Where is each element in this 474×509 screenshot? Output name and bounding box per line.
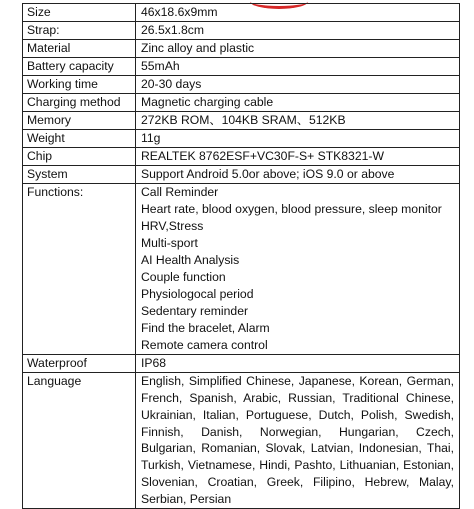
spec-key: System [23, 166, 136, 184]
spec-key: Size [23, 4, 136, 22]
spec-row-weight [23, 130, 460, 148]
function-item: AI Health Analysis [141, 253, 240, 267]
spec-row-system [23, 166, 460, 184]
spec-key: Charging method [23, 94, 136, 112]
spec-value: REALTEK 8762ESF+VC30F-S+ STK8321-W [136, 148, 460, 166]
function-item: Find the bracelet, Alarm [141, 321, 270, 335]
spec-row-chip [23, 148, 460, 166]
spec-row-waterproof [23, 355, 460, 373]
function-item: Physiologocal period [141, 287, 254, 301]
functions-list [136, 184, 460, 355]
function-item: HRV,Stress [141, 219, 204, 233]
spec-row-size [23, 4, 460, 22]
spec-key: Language [23, 373, 136, 509]
spec-row-working-time [23, 76, 460, 94]
language-list: English, Simplified Chinese, Japanese, Korean, German, French, Spanish, Arabic, Russian, Traditional Chinese, Ukrainian, Italian, Portuguese, Dutch, Polish, Swedish, Finnish, Danish, Norwegian, Hungarian, Czech, Bulgarian, Romanian, Slovak, Latvian, Indonesian, Thai, Turkish, Vietnamese, Hindi, Pashto, Lithuanian, Estonian, Slovenian, Croatian, Greek, Filipino, Hebrew, Malay, Serbian, Persian [141, 374, 454, 506]
spec-value: 11g [136, 130, 460, 148]
spec-key: Strap: [23, 22, 136, 40]
function-item: Call Reminder [141, 185, 219, 199]
spec-value: 55mAh [136, 58, 460, 76]
function-item: Multi-sport [141, 236, 198, 250]
spec-key: Weight [23, 130, 136, 148]
spec-row-battery-capacity [23, 58, 460, 76]
spec-row-strap [23, 22, 460, 40]
spec-key: Functions: [23, 184, 136, 355]
spec-table [22, 3, 460, 509]
spec-value: Support Android 5.0or above; iOS 9.0 or above [136, 166, 460, 184]
spec-value: IP68 [136, 355, 460, 373]
function-item: Heart rate, blood oxygen, blood pressure, sleep monitor [141, 202, 442, 216]
spec-row-material [23, 40, 460, 58]
spec-key: Memory [23, 112, 136, 130]
spec-value: 46x18.6x9mm [136, 4, 460, 22]
spec-value: Magnetic charging cable [136, 94, 460, 112]
spec-value: 26.5x1.8cm [136, 22, 460, 40]
spec-key: Chip [23, 148, 136, 166]
spec-row-charging-method [23, 94, 460, 112]
spec-row-memory [23, 112, 460, 130]
function-item: Remote camera control [141, 338, 268, 352]
spec-key: Material [23, 40, 136, 58]
spec-row-functions [23, 184, 460, 355]
spec-key: Battery capacity [23, 58, 136, 76]
spec-value: 272KB ROM、104KB SRAM、512KB [136, 112, 460, 130]
function-item: Couple function [141, 270, 226, 284]
function-item: Sedentary reminder [141, 304, 249, 318]
spec-key: Waterproof [23, 355, 136, 373]
spec-key: Working time [23, 76, 136, 94]
spec-value: Zinc alloy and plastic [136, 40, 460, 58]
spec-row-language [23, 373, 460, 509]
language-cell [136, 373, 460, 509]
spec-value: 20-30 days [136, 76, 460, 94]
